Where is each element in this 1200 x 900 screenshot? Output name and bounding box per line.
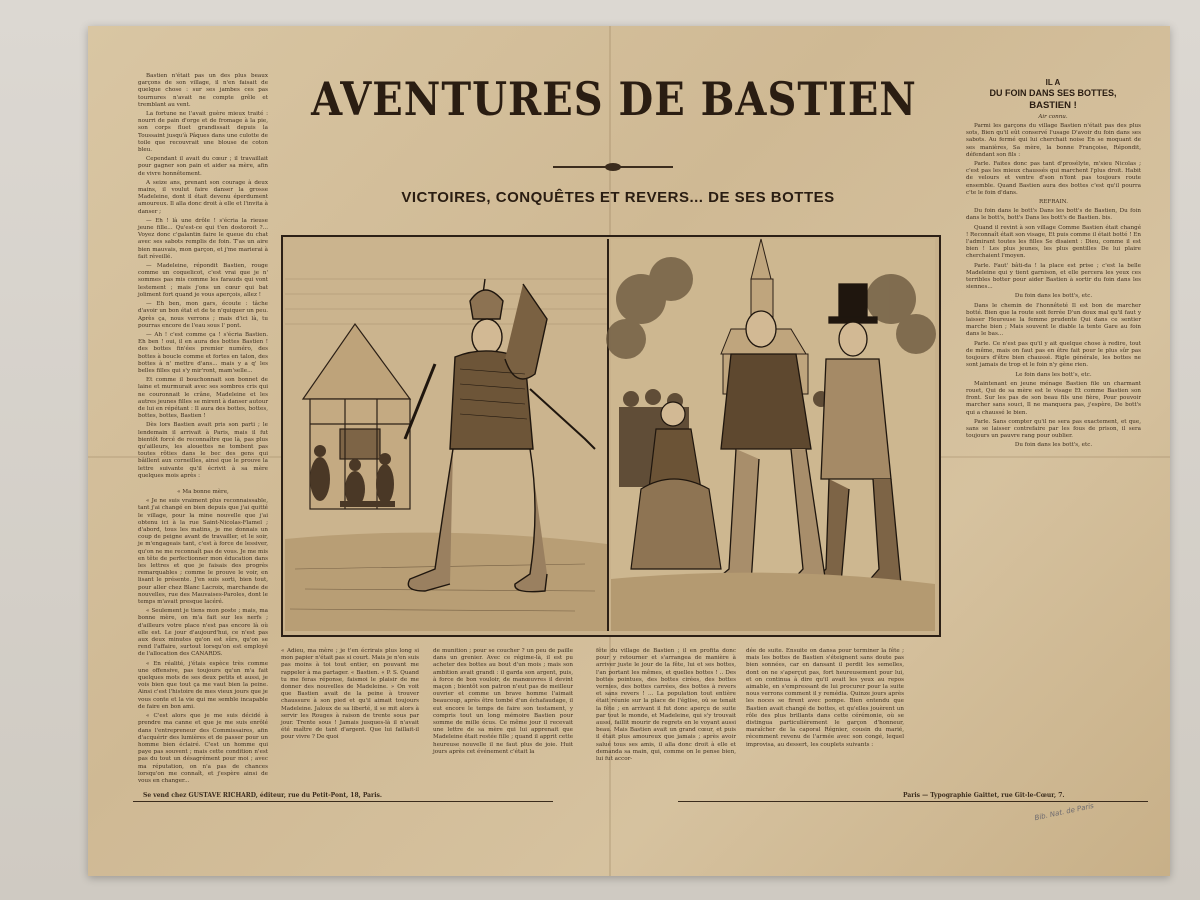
- song-verse: Dans le chemin de l'honnêteté Il est bon de marcher botté. Bien que la route soit ferrée D'un doux mal qu'il faut y laisser Heureuse la femme prudente Qui dans ce sentier marche bien ; Mais souvent le diable la tente Gare au foin dans le bas...: [966, 302, 1141, 338]
- page-title: AVENTURES DE BASTIEN: [311, 72, 917, 127]
- illustration-left-panel: [285, 239, 609, 631]
- paragraph: « En réalité, j'étais espèce très comme une offensive, pas toujours qu'un m'a fait quelques mots de ses deux petits et aussi, je vois bien que tout ça me vaut bien la peine. Ainsi c'est l'histoire de mes vieux jours que je vous conte et la vie qui me semble incapable de faire en bon ami.: [138, 660, 268, 710]
- paragraph: — Madeleine, répondit Bastien, rouge comme un coquelicot, c'est vrai que je n' sommes pas mis comme les farauds qui vont lestement ; mais j'ons un cœur qui bat joliment fort quand je vous aperçois, allez !: [138, 263, 268, 298]
- bottom-column-2: de munition ; pour se coucher ? un peu de paille dans un grenier. Avec ce régime-là, il est pu acheter des bottes au bout d'un mois ; mais son ambition avait grandi : il garda son argent, puis, à force de bon vouloir, de manœuvres il devint maçon ; bientôt son patron n'eut pas de meilleur ouvrier et comme un brave homme l'aimait beaucoup, après être tombé d'un échafaudage, il eut encore le temps de faire son testament, y compris tout un long mémoire Bastien pour somme de mille écus. Ce même jour il recevait une lettre de sa mère qui lui apprenait que Madeleine était restée fille ; quand il apprit cette heureuse nouvelle il ne faut plus de joie. Huit jours après cet événement c'était la: [433, 648, 573, 755]
- song-column: [966, 123, 1141, 798]
- bottom-column-4: dée de suite. Ensuite on dansa pour terminer la fête ; mais les bottes de Bastien s'éteignent sans doute pas bien sonnées, car en dansant il perdit les semelles, dont on ne s'aperçut pas, fort heureusement pour lui, et on continua à dire qu'il avait les yeux au repos aimable, en s'empressant de lui procurer pour la suite nous verrons comment il y remédia. Quinze jours après les noces se firent avec pompe. Bien entendu que Bastien avait changé de bottes, et qu'elles jouèrent un rôle des plus brillants dans cette cérémonie, où se distingua particulièrement le garçon d'honneur, maraîcher de la caporal Régnier, cousin du marié, récemment revenu de l'armée avec son congé, lequel improvisa, au dessert, les couplets suivants :: [746, 648, 904, 748]
- song-verse: Parmi les garçons du village Bastien n'était pas des plus sots, Bien qu'il eût conservé l'usage D'avoir du foin dans ses sabots. Au fermé qui lui cherchait noise En se moquant de ses manières, Sa mère, la bonne Françoise, Répondit, défendant son fils :: [966, 123, 1141, 158]
- paragraph: « C'est alors que je me suis décidé à prendre ma canne et que je me suis enrôlé dans l'entrepreneur des Commissaires, afin d'acquérir des lumières et de passer pour un homme bien éclairé. C'est un homme qui paye pas souvent ; mais cette condition n'est pas du tout un désagrément pour moi ; avec ma réputation, on n'a pas de chances lorsqu'on me connaît, et j'espère ainsi de vous en changer...: [138, 713, 268, 784]
- song-refrain: [966, 208, 1141, 222]
- song-spoken: Parle. Ce n'est pas qu'il y ait quelque chose à redire, tout de même, mais on faut pas en être fait pour le plus sûr pas toujours d'être bien chaussé. Rigle générale, les bottes ne sont jamais de trop et le foin n'y gène rien.: [966, 340, 1141, 369]
- broadsheet: [88, 26, 1170, 876]
- printer-imprint: Paris — Typographie Gaittet, rue Git-le-Cœur, 7.: [903, 792, 1065, 799]
- paragraph: La fortune ne l'avait guère mieux traité : nourri de pain d'orge et de fromage à la pie, son corps fluet grandissait depuis la Toussaint jusqu'à Pâques dans une culotte de toile que recouvrait une blouse de coton bleu.: [138, 111, 268, 154]
- illustration-plate: [281, 235, 941, 637]
- song-refrain-text: Du foin dans le bott's Dans les bott's de Bastien, Du foin dans le bott's, bott's Dans les bott's de Bastien.: [966, 208, 1141, 222]
- pencil-annotation: Bib. Nat. de Paris: [1033, 801, 1095, 823]
- left-text-column: [138, 73, 268, 483]
- bottom-column-1: « Adieu, ma mère ; je t'en écrirais plus long si mon papier n'était pas si court. Mais je n'en suis pas moins à toi tout entier, en pouvant me rappeler à ma partager. « Bastien. « P. S. Quand tu me feras réponse, faismoi le plaisir de me donner des nouvelles de Madeleine. » On voit que Bastien avait de la peine à trouver chaussure à son pied et qu'il aimait toujours Madeleine. Jaloux de sa liberté, il se mit alors à servir les Rouges à raison de trente sous par jour. Trente sous ! Jamais jusques-là il n'avait été maître de tant d'argent. Que lui faillait-il pour vivre ? De quoi: [281, 648, 419, 741]
- paragraph: Et comme il bouchonnait son bonnet de laine et murmurait avec ses sombres cris qui ne couronnait le crâne, Madeleine et les autres jeunes filles se mirent à danser autour de lui en répétant : Il aura des bottes, bottes, bottes, bottes, Bastien !: [138, 377, 268, 420]
- paragraph: Cependant il avait du cœur ; il travaillait pour gagner son pain et aider sa mère, afin de vivre honnêtement.: [138, 156, 268, 177]
- bottom-column-3: fête du village de Bastien ; il en profita donc pour y retourner et s'arrangea de manière à arriver juste le jour de la fête, lui et ses bottes, l'an portant les mêmes, et quelles bottes ! .. Des bottes pointues, des bottes cirées, des bottes vernies, des bottes carrées, des bottes à revers et sans revers ! ... La population tout entière était réunie sur la place de l'église, où se tenait la fête ; en arrivant il fut donc aperçu de suite par tout le monde, et Madeleine, qui s'y trouvait aussi, faillit mourir de regrets en le voyant aussi beau. Mais Bastien avait un grand cœur, et puis il était plus amoureux que jamais ; après avoir salué tous ses amis, il alla donc droit à elle et demanda sa main, qui, comme on le pense bien, lui fut accor-: [596, 648, 736, 763]
- illustration-right-panel: [611, 239, 935, 631]
- song-air: Air connu.: [1038, 114, 1068, 120]
- footer-rule-right: [678, 801, 1148, 802]
- paragraph: « Je ne suis vraiment plus reconnaissable, tant j'ai changé en bien depuis que j'ai quitté le village, pour la mine nouvelle que j'ai obtenu ici à la rue Saint-Nicolas-Flamel ; d'abord, tous les matins, je me donnais un coup de peigne avant de travailler, et le soir, je m'engageais tant, c'est à force de lessiver, qu'on ne me reconnaît pas de vous. Je me mis en tête de perfectionner mon éducation dans les lettres et que je faisais des progrès remarquables ; comme le prouve le voir, en lisant le présente. J'en suis sorti, bien tout, pour aller chez Blanc Lacroix, marchande de nouvelles, rue des Mauvaises-Paroles, dont le temps m'avait presque lacéré.: [138, 498, 268, 606]
- paragraph: A seize ans, prenant son courage à deux mains, il voulut faire danser la grosse Madeleine, dont il était devenu éperdument amoureux. Il alla donc droit à elle et l'invita à danser ;: [138, 179, 268, 215]
- song-bis-mark: bis.: [1102, 215, 1113, 222]
- song-refrain-short: Du foin dans les bott's, etc.: [1014, 442, 1093, 449]
- song-spoken: Parle. Faut' bâti-da ! la place est prise ; c'est la belle Madeleine qui y tient garnison, et elle percera les yeux ces terribles botter pour aider Bastien à sortir du foin dans les siennes...: [966, 262, 1141, 291]
- song-heading-3: BASTIEN !: [1029, 100, 1077, 111]
- paragraph: Dès lors Bastien avait pris son parti ; le lendemain il arrivait à Paris, mais il fut bientôt forcé de reconnaître que là, pas plus qu'ailleurs, les alouettes ne tombent pas toutes rôties dans le bec des gens qui bâillent aux corneilles, ainsi que le prouve la lettre suivante qu'il écrivit à sa mère quelques mois après :: [138, 422, 268, 479]
- letter-salutation: « Ma bonne mère,: [177, 489, 229, 495]
- paragraph: — Eh ben, mon gars, écoute : tâche d'avoir un bon état et de te n'quiquer un peu. Après ça, nous verrons ; mais d'ici là, tu pourras encore de l'eau sous l' pont.: [138, 301, 268, 329]
- footer-rule-left: [133, 801, 553, 802]
- song-refrain-short: Le foin dans les bott's, etc.: [1015, 371, 1092, 378]
- paragraph: — Eh ! là une drôle ! s'écria la rieuse jeune fille... Qu'est-ce qui t'en dostoroit ?... Voyez donc c'galantin faire le queue du chat avec ses sabots remplis de foin. T'as un aire bien mauvais, mon garçon, et j'me marierai à fait réveillé.: [138, 217, 268, 260]
- song-spoken: Parle. Faites donc pas tant d'prosélyte, m'sieu Nicolas ; c'est pas les mieux chaussés qui marchent l'plus droit. Habit de velours et ventre d'son n'font pas toujours route ensemble. Quand Bastien aura des bottes c'est qu'il pourra c'te le foin d'dans.: [966, 161, 1141, 196]
- engraving-bastien-departing: [285, 239, 607, 631]
- paragraph: « Seulement je tiens mon poste ; mais, ma bonne mère, on m'a fait sur les nerfs ; d'ailleurs votre place n'est pas encore là où elle est. Le jour d'aujourd'hui, ce n'est pas aux deux minutes qu'on est sûrs, qu'on se rend l'affaire, surtout lorsqu'on est employé de l'allocation des CANARDS.: [138, 608, 268, 658]
- song-refrain-label: REFRAIN.: [1039, 199, 1068, 206]
- song-spoken: Parle. Sans compter qu'il ne sera pas exactement, et que, sans se laisser contrefaire par les fous de prison, il sera toujours un pauvre rang pour oublier.: [966, 418, 1141, 440]
- publisher-imprint: Se vend chez GUSTAVE RICHARD, éditeur, rue du Petit-Pont, 18, Paris.: [143, 792, 382, 799]
- song-heading-2: DU FOIN DANS SES BOTTES,: [989, 88, 1117, 98]
- left-text-column-lower: [138, 489, 268, 784]
- page-subtitle: VICTOIRES, CONQUÊTES ET REVERS... DE SES BOTTES: [401, 189, 835, 206]
- paragraph: Bastien n'était pas un des plus beaux garçons de son village, il n'en faisait de quelque chose : sur ses jambes ces pas tournures n'avait ne compte grêle et tremblant au vent.: [138, 73, 268, 108]
- song-verse: Quand il revint à son village Comme Bastien était changé ! Reconnaît était son visage, Et puis comme il était botté ! En l'admirant toutes les filles Se disaient : Dieu, comme il est bien ! Les plus jeunes, les plus gentilles De lui plaire cherchaient l'moyen.: [966, 224, 1141, 260]
- ornamental-rule: [553, 166, 673, 168]
- song-heading-1: IL A: [1045, 78, 1061, 87]
- song-verse: Maintenant en jeune ménage Bastien file un charmant rouet, Qui de sa mère est le visage Et comme Bastien son front. Sur les pas de son beau fils une fière, Pour pouvoir marcher sans souci, Il ne manquera pas, j'espère, De bott's qui a chaussé le bien.: [966, 380, 1141, 416]
- song-refrain-short: Du foin dans les bott's, etc.: [1014, 293, 1093, 300]
- paragraph: — Ah ! c'est comme ça ! s'écria Bastien. Eh ben ! oui, il en aura des bottes Bastien ! des bottes fin'ées premier numéro, des bottes à boucle comme et fortes en talon, des bottes à n' mettre d'ans... mais y a q' les belles filles qui s'y mir'ront, mam'selle...: [138, 331, 268, 374]
- engraving-bastien-returning: [611, 239, 935, 631]
